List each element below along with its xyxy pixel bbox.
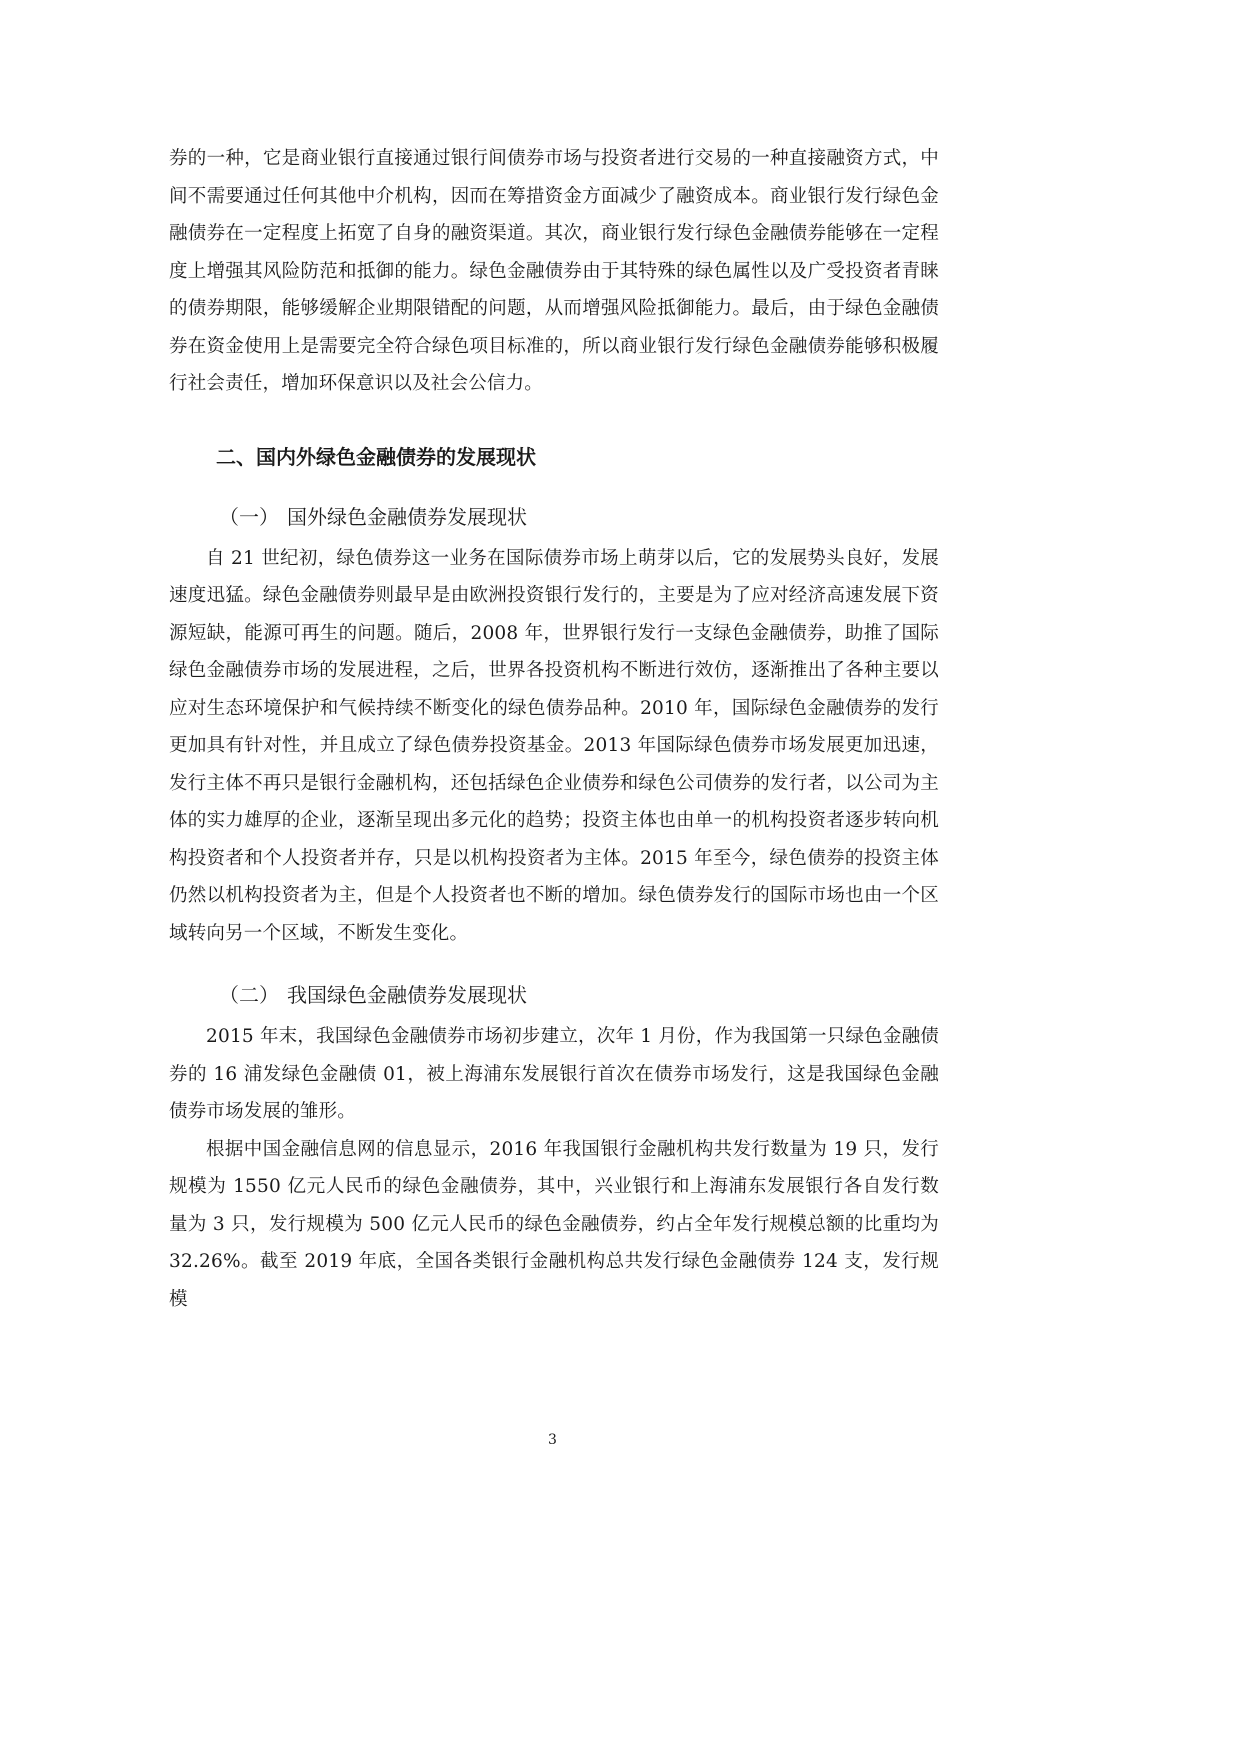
- paragraph-domestic-stats: 根据中国金融信息网的信息显示，2016 年我国银行金融机构共发行数量为 19 只，发行规模为 1550 亿元人民币的绿色金融债券，其中，兴业银行和上海浦东发展银行各自发行数量为 3 只，发行规模为 500 亿元人民币的绿色金融债券，约占全年发行规模总额的比重均为 32.26%。截至 2019 年底，全国各类银行金融机构总共发行绿色金融债券 124 支，发行规模: [169, 1138, 939, 1310]
- paragraph-continued: 券的一种，它是商业银行直接通过银行间债券市场与投资者进行交易的一种直接融资方式，中间不需要通过任何其他中介机构，因而在筹措资金方面减少了融资成本。商业银行发行绿色金融债券在一定程度上拓宽了自身的融资渠道。其次，商业银行发行绿色金融债券能够在一定程度上增强其风险防范和抵御的能力。绿色金融债券由于其特殊的绿色属性以及广受投资者青睐的债券期限，能够缓解企业期限错配的问题，从而增强风险抵御能力。最后，由于绿色金融债券在资金使用上是需要完全符合绿色项目标准的，所以商业银行发行绿色金融债券能够积极履行社会责任，增加环保意识以及社会公信力。: [169, 148, 939, 394]
- paragraph-foreign-status: 自 21 世纪初，绿色债券这一业务在国际债券市场上萌芽以后，它的发展势头良好，发展速度迅猛。绿色金融债券则最早是由欧洲投资银行发行的，主要是为了应对经济高速发展下资源短缺，能源可再生的问题。随后，2008 年，世界银行发行一支绿色金融债券，助推了国际绿色金融债券市场的发展进程，之后，世界各投资机构不断进行效仿，逐渐推出了各种主要以应对生态环境保护和气候持续不断变化的绿色债券品种。2010 年，国际绿色金融债券的发行更加具有针对性，并且成立了绿色债券投资基金。2013 年国际绿色债券市场发展更加迅速，发行主体不再只是银行金融机构，还包括绿色企业债券和绿色公司债券的发行者，以公司为主体的实力雄厚的企业，逐渐呈现出多元化的趋势；投资主体也由单一的机构投资者逐步转向机构投资者和个人投资者并存，只是以机构投资者为主体。2015 年至今，绿色债券的投资主体仍然以机构投资者为主，但是个人投资者也不断的增加。绿色债券发行的国际市场也由一个区域转向另一个区域，不断发生变化。: [169, 547, 939, 944]
- subsection-heading-domestic: [169, 978, 939, 1012]
- section-heading: 二、国内外绿色金融债券的发展现状: [216, 444, 536, 469]
- subsection-title: 国外绿色金融债券发展现状: [287, 504, 527, 529]
- subsection-heading-foreign: [169, 500, 939, 534]
- subsection-title: 我国绿色金融债券发展现状: [287, 983, 527, 1007]
- paragraph-domestic-origin: 2015 年末，我国绿色金融债券市场初步建立，次年 1 月份，作为我国第一只绿色金融债券的 16 浦发绿色金融债 01，被上海浦东发展银行首次在债券市场发行，这是我国绿色金融债券市场发展的雏形。: [169, 1026, 939, 1122]
- subsection-number: （二）: [219, 983, 279, 1007]
- subsection-number: （一）: [219, 504, 279, 529]
- page-body: [169, 140, 939, 1318]
- page-number: 3: [548, 1432, 557, 1448]
